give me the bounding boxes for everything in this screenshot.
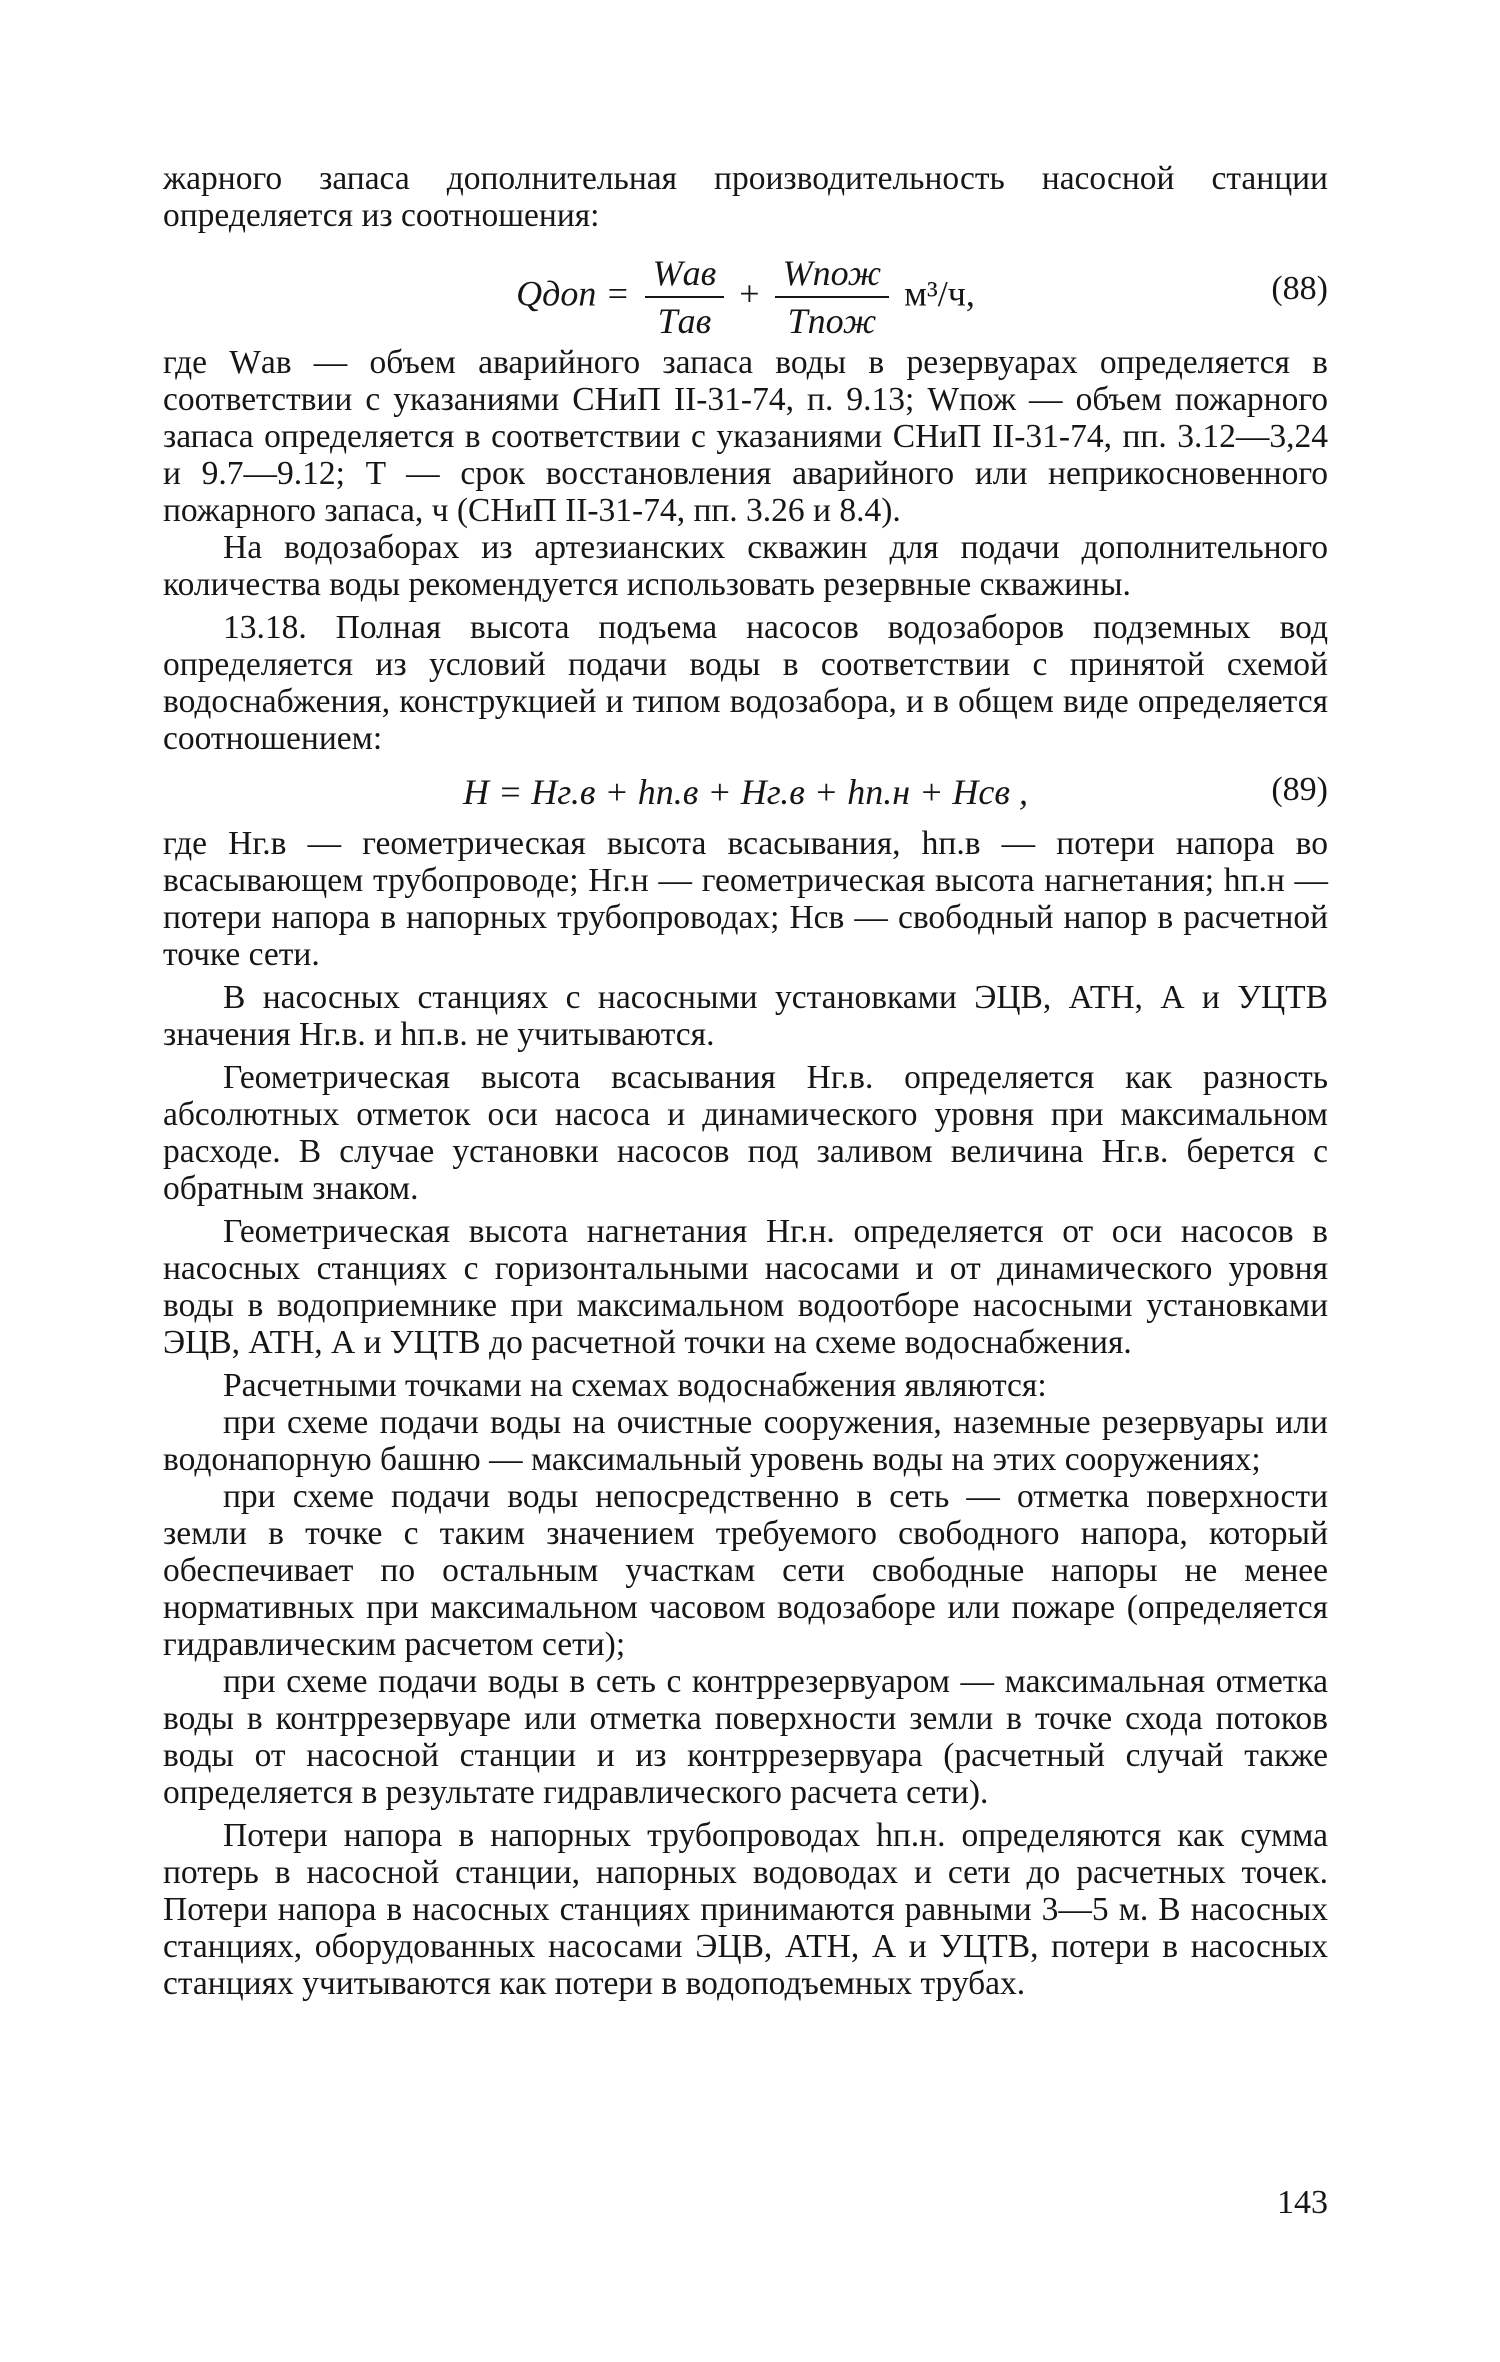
formula-88-lhs: Qдоп =	[516, 273, 630, 314]
paragraph-8: Геометрическая высота нагнетания Hг.н. определяется от оси насосов в насосных станциях с горизонтальными насосами и от динамического уровня воды в водоприемнике при максимальном водоотборе насосными установками ЭЦВ, АТН, А и УЦТВ до расчетной точки на схеме водоснабжения.	[163, 1213, 1328, 1361]
paragraph-4: 13.18. Полная высота подъема насосов водозаборов подземных вод определяется из условий подачи воды в соответствии с принятой схемой водоснабжения, конструкцией и типом водозабора, и в общем виде определяется соотношением:	[163, 609, 1328, 757]
paragraph-2: где Wав — объем аварийного запаса воды в резервуарах определяется в соответствии с указаниями СНиП II-31-74, п. 9.13; Wпож — объем пожарного запаса определяется в соответствии с указаниями СНиП II-31-74, пп. 3.12—3,24 и 9.7—9.12; T — срок восстановления аварийного или неприкосновенного пожарного запаса, ч (СНиП II-31-74, пп. 3.26 и 8.4).	[163, 344, 1328, 529]
paragraph-10: при схеме подачи воды на очистные сооружения, наземные резервуары или водонапорную башню — максимальный уровень воды на этих сооружениях;	[163, 1404, 1328, 1478]
fraction-1	[645, 252, 725, 342]
formula-88-expression	[163, 252, 1328, 342]
equation-number-89: (89)	[1271, 771, 1328, 808]
fraction-1-denominator: Tав	[657, 301, 712, 341]
fraction-2-numerator: Wпож	[775, 252, 890, 298]
formula-89	[163, 763, 1328, 819]
paragraph-11: при схеме подачи воды непосредственно в сеть — отметка поверхности земли в точке с таким значением требуемого свободного напора, который обеспечивает по остальным участкам сети свободные напоры не менее нормативных при максимальном часовом водозаборе или пожаре (определяется гидравлическим расчетом сети);	[163, 1478, 1328, 1663]
paragraph-5: где Hг.в — геометрическая высота всасывания, hп.в — потери напора во всасывающем трубопроводе; Hг.н — геометрическая высота нагнетания; hп.н — потери напора в напорных трубопроводах; Hсв — свободный напор в расчетной точке сети.	[163, 825, 1328, 973]
paragraph-6: В насосных станциях с насосными установками ЭЦВ, АТН, А и УЦТВ значения Hг.в. и hп.в. не учитываются.	[163, 979, 1328, 1053]
fraction-2-denominator: Tпож	[787, 301, 877, 341]
formula-89-expression: H = Hг.в + hп.в + Hг.в + hп.н + Hсв ,	[463, 772, 1028, 812]
paragraph-12: при схеме подачи воды в сеть с контррезервуаром — максимальная отметка воды в контррезервуаре или отметка поверхности земли в точке схода потоков воды от насосной станции и из контррезервуара (расчетный случай также определяется в результате гидравлического расчета сети).	[163, 1663, 1328, 1811]
paragraph-9: Расчетными точками на схемах водоснабжения являются:	[223, 1367, 1047, 1404]
fraction-1-numerator: Wав	[645, 252, 725, 298]
formula-88-plus: +	[739, 273, 760, 314]
formula-88	[163, 242, 1328, 340]
formula-88-unit: м³/ч,	[904, 273, 975, 314]
page-number: 143	[1277, 2184, 1328, 2221]
paragraph-7: Геометрическая высота всасывания Hг.в. определяется как разность абсолютных отметок оси насоса и динамического уровня при максимальном расходе. В случае установки насосов под заливом величина Hг.в. берется с обратным знаком.	[163, 1059, 1328, 1207]
equation-number-88: (88)	[1271, 270, 1328, 307]
page-body	[163, 160, 1328, 2002]
paragraph-13: Потери напора в напорных трубопроводах hп.н. определяются как сумма потерь в насосной станции, напорных водоводах и сети до расчетных точек. Потери напора в насосных станциях принимаются равными 3—5 м. В насосных станциях, оборудованных насосами ЭЦВ, АТН, А и УЦТВ, потери в насосных станциях учитываются как потери в водоподъемных трубах.	[163, 1817, 1328, 2002]
fraction-2	[775, 252, 890, 342]
paragraph-3: На водозаборах из артезианских скважин для подачи дополнительного количества воды рекомендуется использовать резервные скважины.	[163, 529, 1328, 603]
paragraph-1: жарного запаса дополнительная производительность насосной станции определяется из соотношения:	[163, 160, 1328, 234]
